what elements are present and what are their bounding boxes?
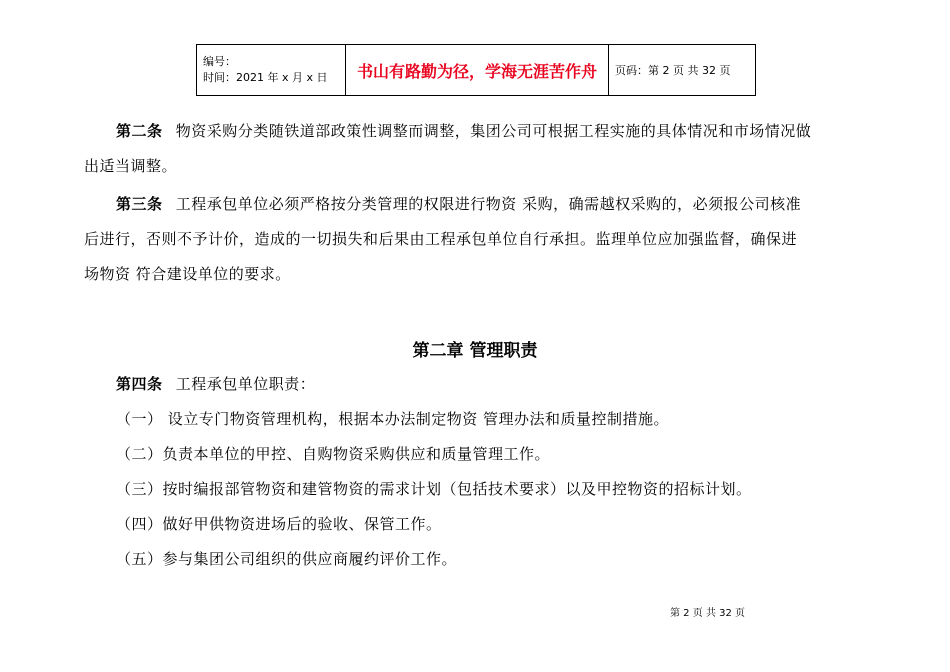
article-3-text-3: 场物资 符合建设单位的要求。 (84, 265, 291, 283)
duty-item: （四）做好甲供物资进场后的验收、保管工作。 (116, 515, 442, 533)
header-meta (197, 45, 346, 96)
article-3-line-1 (116, 193, 801, 214)
number-label: 编号： (203, 55, 236, 68)
article-3-title: 第三条 (116, 195, 163, 213)
header-page-code: 页码：第 2 页 共 32 页 (609, 45, 756, 96)
duty-item: （一） 设立专门物资管理机构，根据本办法制定物资 管理办法和质量控制措施。 (116, 410, 670, 428)
article-2-line-1 (116, 120, 811, 141)
article-4-text: 工程承包单位职责： (175, 375, 316, 393)
document-header (196, 44, 756, 96)
duty-item: （三）按时编报部管物资和建管物资的需求计划（包括技术要求）以及甲控物资的招标计划。 (116, 480, 752, 498)
article-3-text-2: 后进行，否则不予计价，造成的一切损失和后果由工程承包单位自行承担。监理单位应加强监督，确保进 (84, 230, 798, 248)
duty-item: （五）参与集团公司组织的供应商履约评价工作。 (116, 550, 458, 568)
article-2-text-2: 出适当调整。 (84, 157, 178, 175)
article-2-title: 第二条 (116, 122, 163, 140)
article-4-line (116, 373, 315, 394)
header-motto: 书山有路勤为径，学海无涯苦作舟 (346, 45, 609, 96)
page-footer: 第 2 页 共 32 页 (670, 608, 745, 619)
chapter-title: 第二章 管理职责 (412, 341, 538, 361)
article-2-text-1: 物资采购分类随铁道部政策性调整而调整，集团公司可根据工程实施的具体情况和市场情况做 (175, 122, 812, 140)
article-4-title: 第四条 (116, 375, 163, 393)
article-3-text-1: 工程承包单位必须严格按分类管理的权限进行物资 采购，确需越权采购的，必须报公司核准 (175, 195, 802, 213)
time-label: 时间：2021 年 x 月 x 日 (203, 71, 328, 84)
duty-item: （二）负责本单位的甲控、自购物资采购供应和质量管理工作。 (116, 445, 551, 463)
